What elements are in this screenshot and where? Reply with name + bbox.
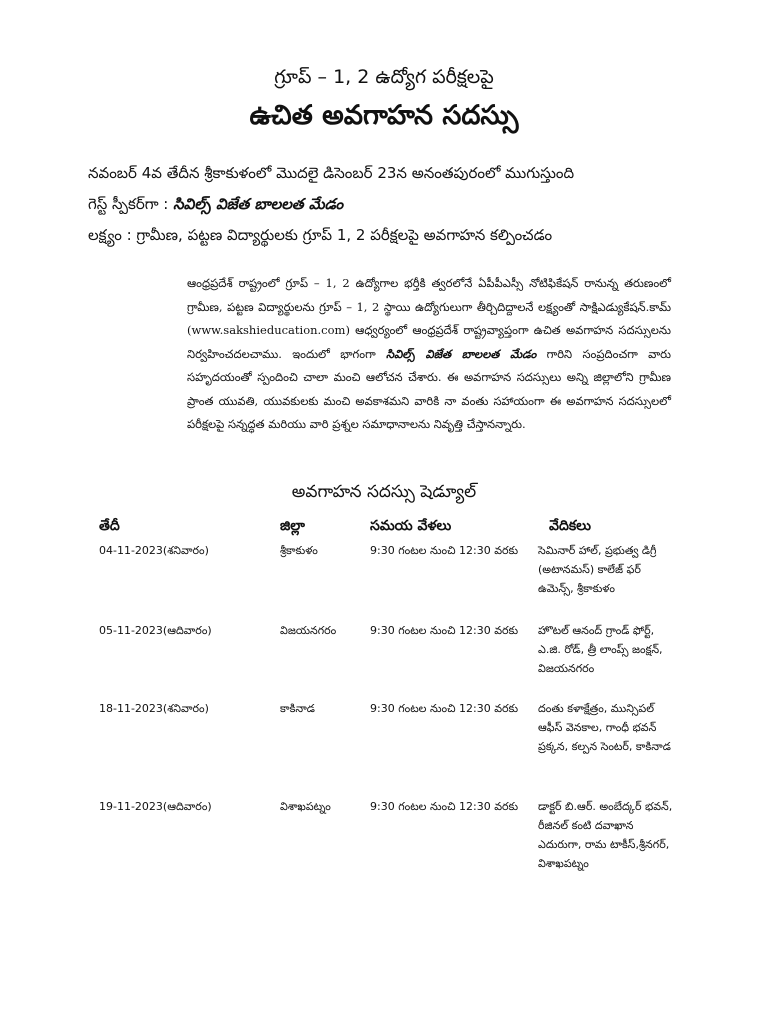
- body-paragraph: [187, 272, 671, 437]
- row-district: శ్రీకాకుళం: [280, 544, 318, 557]
- title-line-1: గ్రూప్ – 1, 2 ఉద్యోగ పరీక్షలపై: [274, 66, 494, 88]
- row-district: విశాఖపట్నం: [280, 800, 331, 813]
- row-time: 9:30 గంటల నుంచి 12:30 వరకు: [370, 800, 519, 813]
- paragraph-em-name: సివిల్స్ విజేత బాలలత మేడం: [386, 346, 537, 361]
- row-date: 18-11-2023(శనివారం): [99, 702, 209, 715]
- intro-dates-line: నవంబర్ 4వ తేదీన శ్రీకాకుళంలో మొదలై డిసెంబర్ 23న అనంతపురంలో ముగుస్తుంది: [88, 164, 575, 182]
- paragraph-part-2: గారిని సంప్రదించగా వారు సహృదయంతో స్పందించి చాలా మంచి ఆలోచన చేశారు. ఈ అవగాహన సదస్సులు అన్ని జిల్లాలోని గ్రామీణ ప్రాంత యువతి, యువకులకు మంచి అవకాశమని వారికి నా వంతు సహాయంగా ఈ అవగాహన సదస్సులలో పరీక్షలపై సన్నద్ధత మరియు వారి ప్రశ్నల సమాధానాలను నివృత్తి చేస్తానన్నారు.: [187, 346, 671, 431]
- schedule-title: అవగాహన సదస్సు షెడ్యూల్: [291, 482, 477, 502]
- row-venue: హొటల్ ఆనంద్ గ్రాండ్ ఫోర్ట్, ఎ.జి. రోడ్, త్రీ లాంప్స్ జంక్షన్, విజయనగరం: [538, 624, 663, 675]
- column-header-venue: వేదికలు: [549, 518, 591, 534]
- column-header-date: తేదీ: [99, 518, 120, 534]
- row-venue: డాక్టర్ బి.ఆర్. అంబేద్కర్ భవన్, రీజినల్ కంటి దవాఖాన ఎదురుగా, రామ టాకీస్,శ్రీనగర్, విశాఖపట్నం: [538, 800, 673, 870]
- guest-name: సివిల్స్ విజేత బాలలత మేడం: [173, 195, 344, 213]
- row-date: 04-11-2023(శనివారం): [99, 544, 209, 557]
- goal-line: లక్ష్యం : గ్రామీణ, పట్టణ విద్యార్థులకు గ్రూప్ 1, 2 పరీక్షలపై అవగాహన కల్పించడం: [88, 226, 553, 244]
- row-venue: సెమినార్ హాల్, ప్రభుత్వ డిగ్రీ (అటానమస్) కాలేజ్ ఫర్ ఉమెన్స్, శ్రీకాకుళం: [538, 544, 657, 595]
- row-date: 05-11-2023(ఆదివారం): [99, 624, 212, 637]
- row-date: 19-11-2023(ఆదివారం): [99, 800, 212, 813]
- row-time: 9:30 గంటల నుంచి 12:30 వరకు: [370, 624, 519, 637]
- row-time: 9:30 గంటల నుంచి 12:30 వరకు: [370, 702, 519, 715]
- column-header-time: సమయ వేళలు: [370, 518, 452, 534]
- row-venue: దంతు కళాక్షేత్రం, మున్సిపల్ ఆఫీస్ వెనకాల, గాంధీ భవన్ ప్రక్కన, కల్పన సెంటర్, కాకినాడ: [538, 702, 671, 753]
- paragraph-part-1: ఆంధ్రప్రదేశ్ రాష్ట్రంలో గ్రూప్ – 1, 2 ఉద్యోగాల భర్తీకి త్వరలోనే ఏపీపీఎస్సీ నోటిఫికేషన్ రానున్న తరుణంలో గ్రామీణ, పట్టణ విద్యార్థులను గ్రూప్ – 1, 2 స్థాయి ఉద్యోగులుగా తీర్చిదిద్దాలనే లక్ష్యంతో సాక్షిఎడ్యుకేషన్.కామ్ (www.sakshieducation.com) ఆధ్వర్యంలో ఆంధ్రప్రదేశ్ రాష్ట్రవ్యాప్తంగా ఉచిత అవగాహన సదస్సులను నిర్వహించదలచాము. ఇందులో భాగంగా: [187, 276, 671, 361]
- row-district: విజయనగరం: [280, 624, 337, 637]
- guest-speaker-line: [88, 195, 748, 217]
- row-district: కాకినాడ: [280, 702, 315, 715]
- title-line-2: ఉచిత అవగాహన సదస్సు: [249, 100, 519, 131]
- column-header-district: జిల్లా: [280, 518, 305, 534]
- guest-label: గెస్ట్ స్పీకర్‌గా :: [88, 195, 174, 213]
- row-time: 9:30 గంటల నుంచి 12:30 వరకు: [370, 544, 519, 557]
